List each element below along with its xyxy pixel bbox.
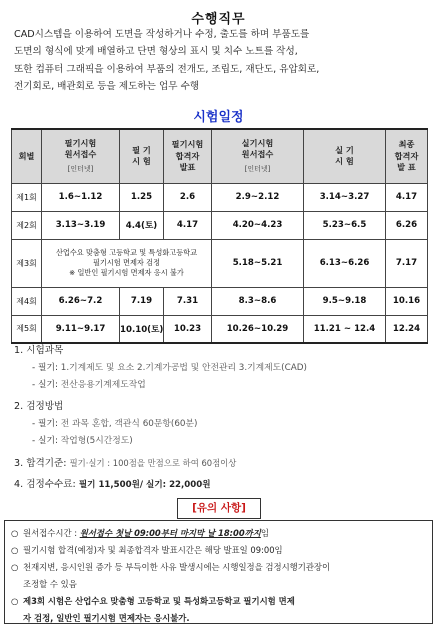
written-exam-cell: 7.19 xyxy=(120,287,164,315)
note-text: 천재지변, 응시인원 증가 등 부득이한 사유 발생시에는 시행일정을 검정시행기관장이 xyxy=(23,562,331,572)
header-text: 실 기 xyxy=(335,144,354,155)
final-pass-cell: 6.26 xyxy=(386,211,428,239)
header-text: 발 표 xyxy=(397,162,416,172)
header-text: 합격자 xyxy=(175,150,200,161)
note-line: ※ 일반인 필기시험 면제자 응시 불가 xyxy=(69,268,184,277)
section-item xyxy=(14,433,428,450)
pass-criteria-value: 필기·실기 : 100점을 만점으로 하여 60점이상 xyxy=(69,458,237,468)
header-text: 시 험 xyxy=(132,156,151,167)
written-pass-cell: 4.17 xyxy=(164,211,212,239)
item-label: - 필기: xyxy=(32,363,58,373)
practical-application-cell: 4.20~4.23 xyxy=(212,211,304,239)
practical-application-cell: 2.9~2.12 xyxy=(212,183,304,211)
header-text: 필기시험 xyxy=(171,139,204,149)
header-text: 필기시험 xyxy=(64,137,97,148)
table-row xyxy=(12,287,428,315)
round-cell: 제4회 xyxy=(12,287,42,315)
bullet-circle-icon: ○ xyxy=(11,596,19,606)
header-text: 시 험 xyxy=(335,156,354,167)
written-exam-cell: 4.4(토) xyxy=(120,211,164,239)
practical-application-cell: 5.18~5.21 xyxy=(212,239,304,287)
section-heading: 1. 시험과목 xyxy=(14,345,64,356)
practical-application-cell: 8.3~8.6 xyxy=(212,287,304,315)
header-sub: [인터넷] xyxy=(67,164,94,173)
note-line: 필기시험 면제자 검정 xyxy=(92,258,161,267)
section-heading: 2. 검정방법 xyxy=(14,401,64,412)
header-written-exam xyxy=(120,129,164,183)
practical-exam-cell: 11.21 ~ 12.4 xyxy=(304,315,386,343)
round-cell: 제1회 xyxy=(12,183,42,211)
header-text: 필 기 xyxy=(132,144,151,155)
page-title: 수행직무 xyxy=(191,12,246,27)
fees-value: 필기 11,500원/ 실기: 22,000원 xyxy=(78,480,211,490)
section-item xyxy=(14,416,428,433)
section-item xyxy=(14,377,428,394)
item-value: 전 과목 혼합, 객관식 60문항(60분) xyxy=(60,419,198,429)
practical-exam-cell: 6.13~6.26 xyxy=(304,239,386,287)
written-application-cell: 1.6~1.12 xyxy=(42,183,120,211)
header-round: 회별 xyxy=(12,129,42,183)
item-label: - 필기: xyxy=(32,419,58,429)
intro-line: CAD시스템을 이용하여 도면을 작성하거나 수정, 출도를 하며 부품도를 xyxy=(14,29,310,40)
written-pass-cell: 10.23 xyxy=(164,315,212,343)
heading-label: 4. 검정수수료: xyxy=(14,479,76,490)
table-row xyxy=(12,315,428,343)
header-final-pass xyxy=(386,129,428,183)
caution-title: [유의 사항] xyxy=(177,498,261,519)
table-row xyxy=(12,211,428,239)
note-item xyxy=(11,593,426,627)
schedule-table xyxy=(11,128,428,344)
written-exemption-note xyxy=(42,239,212,287)
round-cell: 제2회 xyxy=(12,211,42,239)
section-item xyxy=(14,360,428,377)
header-written-application xyxy=(42,129,120,183)
header-practical-application xyxy=(212,129,304,183)
heading-label: 3. 합격기준: xyxy=(14,458,67,469)
exam-info-sections xyxy=(14,342,428,494)
section-heading-fees xyxy=(14,476,428,494)
written-application-cell: 3.13~3.19 xyxy=(42,211,120,239)
header-text: 원서접수 xyxy=(64,149,97,159)
intro-line: 전기회로, 배관회로 등을 제도하는 업무 수행 xyxy=(14,80,200,92)
header-sub: [인터넷] xyxy=(244,164,271,173)
item-value: 전산응용기계제도작업 xyxy=(60,380,146,390)
section-heading-pass-criteria xyxy=(14,454,428,472)
note-text: 조정할 수 있음 xyxy=(23,579,77,589)
header-text: 원서접수 xyxy=(241,149,274,159)
note-text: 자 검정, 일반인 필기시험 면제자는 응시불가. xyxy=(23,613,190,623)
note-item xyxy=(11,542,426,559)
written-pass-cell: 2.6 xyxy=(164,183,212,211)
table-header-row xyxy=(12,129,428,183)
practical-exam-cell: 5.23~6.5 xyxy=(304,211,386,239)
intro-line: 도면의 형식에 맞게 배열하고 단면 형상의 표시 및 치수 노트를 작성, xyxy=(14,46,298,58)
round-cell: 제3회 xyxy=(12,239,42,287)
header-text: 합격자 xyxy=(394,150,419,161)
bullet-circle-icon: ○ xyxy=(11,528,19,538)
note-line: 산업수요 맞춤형 고등학교 및 특성화고등학교 xyxy=(55,248,198,257)
written-exam-cell: 1.25 xyxy=(120,183,164,211)
written-exam-cell: 10.10(토) xyxy=(120,315,164,343)
caution-notes xyxy=(4,520,433,624)
practical-exam-cell: 9.5~9.18 xyxy=(304,287,386,315)
table-row xyxy=(12,183,428,211)
schedule-title: 시험일정 xyxy=(193,110,244,125)
header-written-pass xyxy=(164,129,212,183)
note-item xyxy=(11,525,426,542)
final-pass-cell: 12.24 xyxy=(386,315,428,343)
header-practical-exam xyxy=(304,129,386,183)
header-text: 실기시험 xyxy=(241,137,274,148)
note-emphasis: 원서접수 첫날 09:00부터 마지막 날 18:00까지 xyxy=(79,528,261,538)
note-text: 임 xyxy=(260,528,269,538)
item-value: 작업형(5시간정도) xyxy=(60,436,133,446)
written-application-cell: 9.11~9.17 xyxy=(42,315,120,343)
final-pass-cell: 4.17 xyxy=(386,183,428,211)
note-text: 원서접수시간 : xyxy=(23,528,78,538)
job-description xyxy=(14,26,428,95)
final-pass-cell: 10.16 xyxy=(386,287,428,315)
item-label: - 실기: xyxy=(32,436,58,446)
practical-exam-cell: 3.14~3.27 xyxy=(304,183,386,211)
table-row xyxy=(12,239,428,287)
final-pass-cell: 7.17 xyxy=(386,239,428,287)
item-value: 1.기계제도 및 요소 2.기계가공법 및 안전관리 3.기계제도(CAD) xyxy=(60,363,307,373)
bullet-circle-icon: ○ xyxy=(11,562,19,572)
round-cell: 제5회 xyxy=(12,315,42,343)
note-text: 필기시험 합격(예정)자 및 최종합격자 발표시간은 해당 발표일 09:00임 xyxy=(23,545,283,555)
intro-line: 또한 컴퓨터 그래픽을 이용하여 부품의 전개도, 조립도, 재단도, 유압회로, xyxy=(14,63,320,75)
note-item xyxy=(11,559,426,593)
note-text: 제3회 시험은 산업수요 맞춤형 고등학교 및 특성화고등학교 필기시험 면제 xyxy=(23,596,295,606)
header-text: 발표 xyxy=(179,162,196,172)
header-text: 최종 xyxy=(398,139,415,149)
practical-application-cell: 10.26~10.29 xyxy=(212,315,304,343)
bullet-circle-icon: ○ xyxy=(11,545,19,555)
written-application-cell: 6.26~7.2 xyxy=(42,287,120,315)
item-label: - 실기: xyxy=(32,380,58,390)
written-pass-cell: 7.31 xyxy=(164,287,212,315)
